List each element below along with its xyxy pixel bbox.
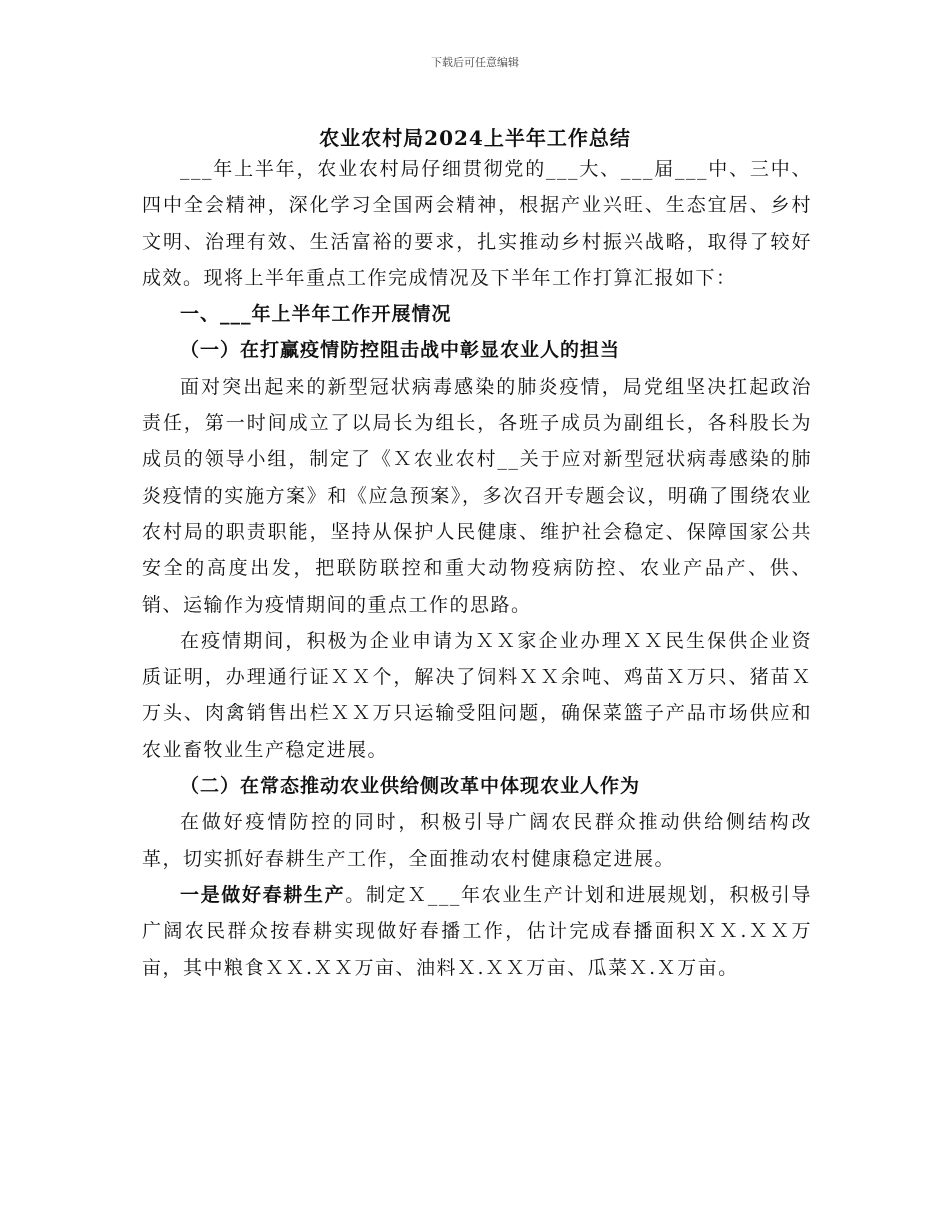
subsection-1-heading: （一）在打赢疫情防控阻击战中彰显农业人的担当: [180, 339, 621, 362]
subsection-1-paragraph-1: 面对突出起来的新型冠状病毒感染的肺炎疫情，局党组坚决扛起政治责任，第一时间成立了以局长为组长，各班子成员为副组长，各科股长为成员的领导小组，制定了《Ｘ农业农村__关于应对新型冠状病毒感染的肺炎疫情的实施方案》和《应急预案》，多次召开专题会议，明确了围绕农业农村局的职责职能，坚持从保护人民健康、维护社会稳定、保障国家公共安全的高度出发，把联防联控和重大动物疫病防控、农业产品产、供、销、运输作为疫情期间的重点工作的思路。: [142, 375, 812, 616]
subsection-2-heading: （二）在常态推动农业供给侧改革中体现农业人作为: [180, 775, 641, 798]
intro-paragraph: ___年上半年，农业农村局仔细贯彻党的___大、___届___中、三中、四中全会精神，深化学习全国两会精神，根据产业兴旺、生态宜居、乡村文明、治理有效、生活富裕的要求，扎实推动乡村振兴战略，取得了较好成效。现将上半年重点工作完成情况及下半年工作打算汇报如下：: [142, 158, 812, 289]
item-1-lead: 一是做好春耕生产: [180, 883, 346, 906]
subsection-2-item-1: [142, 877, 812, 986]
document-title: 农业农村局2024上半年工作总结: [319, 126, 631, 150]
subsection-1-paragraph-2: 在疫情期间，积极为企业申请为ＸＸ家企业办理ＸＸ民生保供企业资质证明，办理通行证ＸＸ个，解决了饲料ＸＸ余吨、鸡苗Ｘ万只、猪苗Ｘ万头、肉禽销售出栏ＸＸ万只运输受阻问题，确保菜篮子产品市场供应和农业畜牧业生产稳定进展。: [142, 629, 812, 761]
subsection-2-paragraph-1: 在做好疫情防控的同时，积极引导广阔农民群众推动供给侧结构改革，切实抓好春耕生产工作，全面推动农村健康稳定进展。: [142, 811, 812, 870]
item-1-text: 。制定Ｘ___年农业生产计划和进展规划，积极引导广阔农民群众按春耕实现做好春播工作，估计完成春播面积ＸＸ.ＸＸ万亩，其中粮食ＸＸ.ＸＸ万亩、油料Ｘ.ＸＸ万亩、瓜菜Ｘ.Ｘ万亩。: [142, 883, 812, 979]
page-header: 下载后可任意编辑: [431, 56, 519, 69]
document-body: [142, 151, 812, 986]
section-1-heading: 一、___年上半年工作开展情况: [180, 303, 452, 326]
